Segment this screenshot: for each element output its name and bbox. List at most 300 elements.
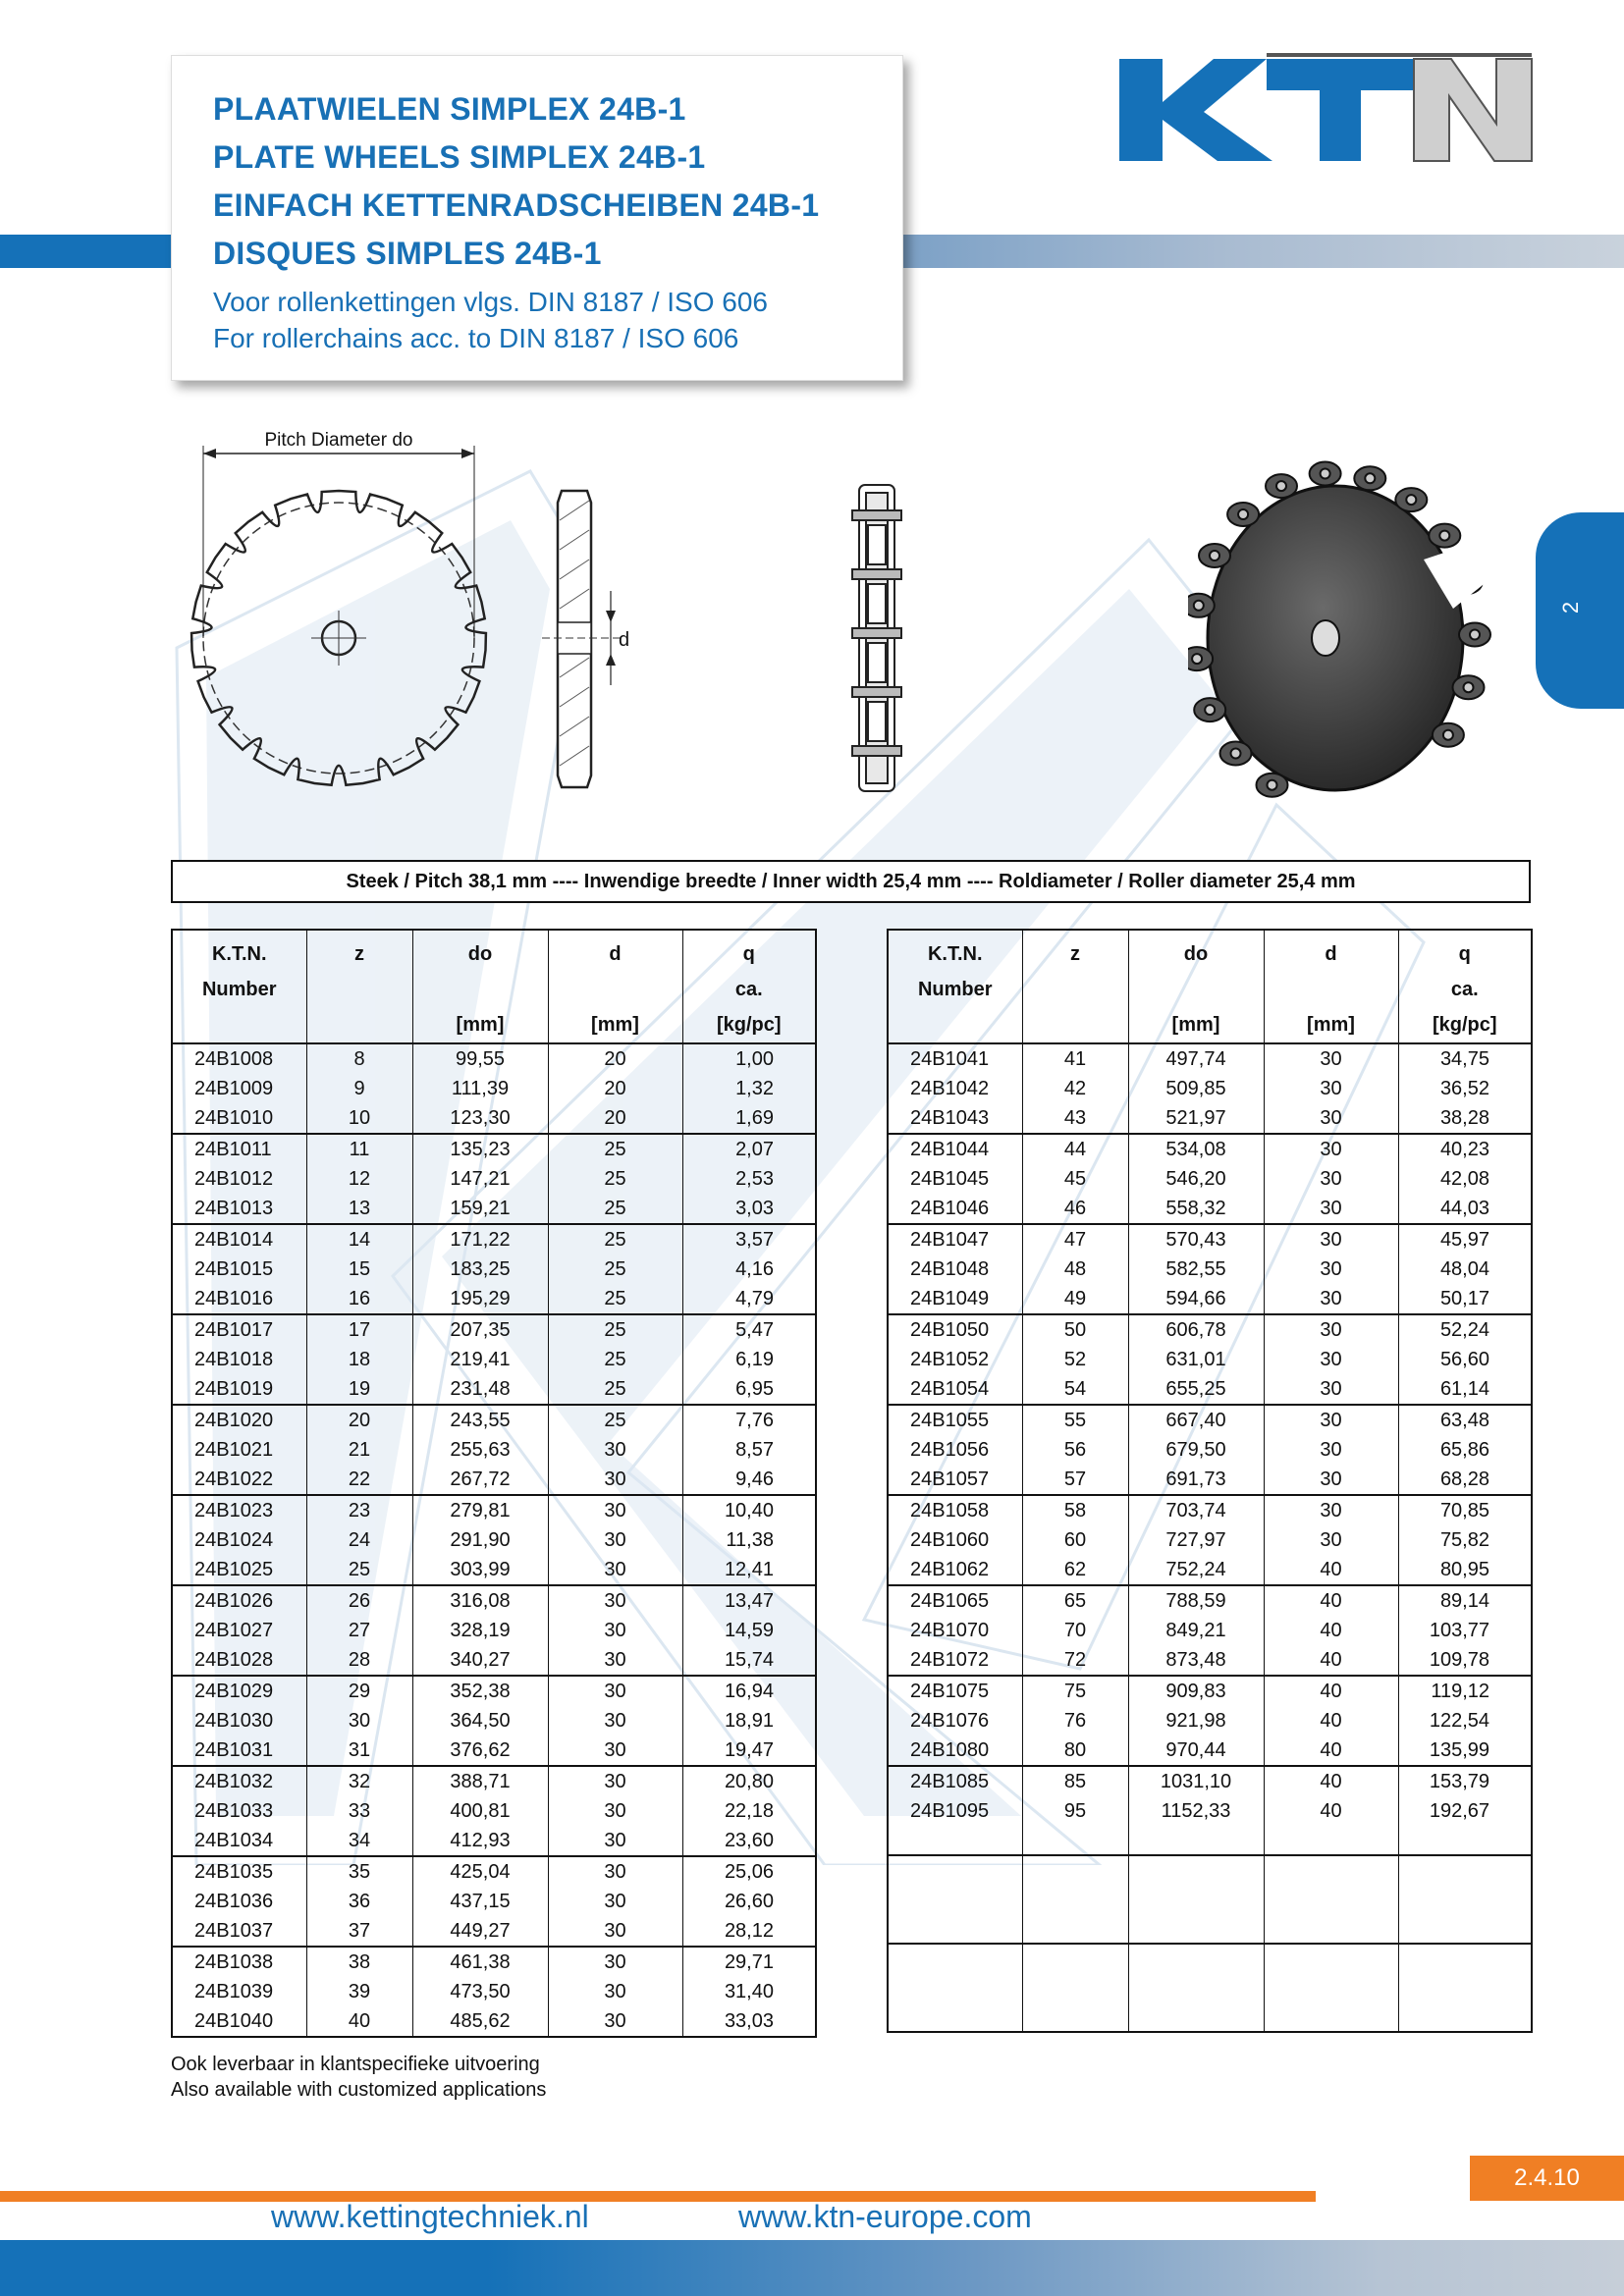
cell-q: 26,60 — [682, 1887, 816, 1916]
cell-do — [1128, 1973, 1264, 2002]
cell-do: 316,08 — [412, 1585, 548, 1616]
cell-d: 30 — [548, 1887, 682, 1916]
header-knt-number: K.T.N. Number — [888, 930, 1022, 1043]
cell-knt-number: 24B1043 — [888, 1103, 1022, 1134]
cell-knt-number: 24B1080 — [888, 1735, 1022, 1766]
cell-z: 62 — [1022, 1555, 1128, 1585]
cell-knt-number: 24B1070 — [888, 1616, 1022, 1645]
cell-q — [1398, 2002, 1532, 2032]
cell-q: 31,40 — [682, 1977, 816, 2006]
table-row — [888, 1405, 1532, 1435]
cell-d: 30 — [1264, 1435, 1398, 1465]
cell-q: 3,57 — [682, 1224, 816, 1255]
cell-do: 135,23 — [412, 1134, 548, 1164]
cell-q: 1,69 — [682, 1103, 816, 1134]
cell-d — [1264, 1826, 1398, 1855]
cell-d: 30 — [548, 1465, 682, 1495]
cell-d: 30 — [1264, 1345, 1398, 1374]
cell-d: 40 — [1264, 1616, 1398, 1645]
cell-knt-number: 24B1048 — [888, 1255, 1022, 1284]
cell-q: 68,28 — [1398, 1465, 1532, 1495]
cell-d: 30 — [1264, 1043, 1398, 1074]
cell-d: 30 — [1264, 1465, 1398, 1495]
table-row — [172, 1194, 816, 1224]
cell-q: 80,95 — [1398, 1555, 1532, 1585]
table-row — [172, 1676, 816, 1706]
cell-do: 437,15 — [412, 1887, 548, 1916]
table-row — [172, 1856, 816, 1887]
cell-knt-number: 24B1025 — [172, 1555, 306, 1585]
cell-q: 7,76 — [682, 1405, 816, 1435]
cell-q: 33,03 — [682, 2006, 816, 2037]
cell-do: 267,72 — [412, 1465, 548, 1495]
cell-do: 255,63 — [412, 1435, 548, 1465]
cell-d: 40 — [1264, 1766, 1398, 1796]
cell-do: 606,78 — [1128, 1314, 1264, 1345]
cell-q: 50,17 — [1398, 1284, 1532, 1314]
table-row — [172, 1374, 816, 1405]
title-box — [171, 55, 903, 381]
cell-do: 159,21 — [412, 1194, 548, 1224]
cell-q: 48,04 — [1398, 1255, 1532, 1284]
cell-q: 63,48 — [1398, 1405, 1532, 1435]
cell-q: 19,47 — [682, 1735, 816, 1766]
cell-z: 45 — [1022, 1164, 1128, 1194]
cell-d: 30 — [1264, 1495, 1398, 1525]
cell-do: 231,48 — [412, 1374, 548, 1405]
cell-d: 40 — [1264, 1735, 1398, 1766]
cell-d: 30 — [1264, 1103, 1398, 1134]
cell-q: 34,75 — [1398, 1043, 1532, 1074]
cell-z: 16 — [306, 1284, 412, 1314]
table-row — [172, 1766, 816, 1796]
cell-q: 45,97 — [1398, 1224, 1532, 1255]
footnote — [171, 2052, 546, 2103]
table-row — [888, 1645, 1532, 1676]
cell-do: 655,25 — [1128, 1374, 1264, 1405]
table-row — [888, 1374, 1532, 1405]
parts-table-left — [171, 929, 817, 2038]
cell-d: 30 — [548, 1977, 682, 2006]
cell-d: 30 — [548, 1735, 682, 1766]
cell-d: 30 — [1264, 1255, 1398, 1284]
cell-z: 14 — [306, 1224, 412, 1255]
cell-do: 788,59 — [1128, 1585, 1264, 1616]
cell-q — [1398, 1826, 1532, 1855]
table-row — [888, 1164, 1532, 1194]
cell-knt-number: 24B1032 — [172, 1766, 306, 1796]
bore-label: d — [619, 629, 630, 651]
cell-q: 4,79 — [682, 1284, 816, 1314]
cell-d: 25 — [548, 1194, 682, 1224]
cell-do: 485,62 — [412, 2006, 548, 2037]
cell-q: 29,71 — [682, 1947, 816, 1977]
table-row — [888, 1043, 1532, 1074]
cell-d: 25 — [548, 1224, 682, 1255]
cell-knt-number: 24B1014 — [172, 1224, 306, 1255]
cell-q: 122,54 — [1398, 1706, 1532, 1735]
table-row — [172, 1947, 816, 1977]
cell-q: 109,78 — [1398, 1645, 1532, 1676]
section-tab-label: 2 — [1558, 601, 1583, 614]
parts-table-right — [887, 929, 1533, 2033]
cell-d: 25 — [548, 1405, 682, 1435]
cell-knt-number: 24B1019 — [172, 1374, 306, 1405]
cell-do: 388,71 — [412, 1766, 548, 1796]
cell-q: 40,23 — [1398, 1134, 1532, 1164]
cell-z — [1022, 1973, 1128, 2002]
cell-knt-number: 24B1008 — [172, 1043, 306, 1074]
cell-d: 40 — [1264, 1706, 1398, 1735]
table-row — [172, 1405, 816, 1435]
cell-z: 70 — [1022, 1616, 1128, 1645]
cell-d: 40 — [1264, 1645, 1398, 1676]
cell-q: 75,82 — [1398, 1525, 1532, 1555]
cell-knt-number: 24B1020 — [172, 1405, 306, 1435]
table-row — [888, 1495, 1532, 1525]
cell-z: 41 — [1022, 1043, 1128, 1074]
table-row — [172, 1345, 816, 1374]
cell-knt-number: 24B1016 — [172, 1284, 306, 1314]
cell-knt-number: 24B1040 — [172, 2006, 306, 2037]
cell-knt-number: 24B1010 — [172, 1103, 306, 1134]
cell-d: 30 — [1264, 1405, 1398, 1435]
cell-q: 25,06 — [682, 1856, 816, 1887]
table-row — [888, 1914, 1532, 1944]
cell-d: 30 — [548, 1616, 682, 1645]
cell-d — [1264, 1855, 1398, 1885]
cell-z: 47 — [1022, 1224, 1128, 1255]
cell-do: 1152,33 — [1128, 1796, 1264, 1826]
table-row — [888, 1616, 1532, 1645]
cell-q: 192,67 — [1398, 1796, 1532, 1826]
cell-do: 147,21 — [412, 1164, 548, 1194]
cell-do: 376,62 — [412, 1735, 548, 1766]
cell-knt-number: 24B1049 — [888, 1284, 1022, 1314]
cell-z — [1022, 1855, 1128, 1885]
footnote-en: Also available with customized applications — [171, 2079, 547, 2101]
cell-do: 558,32 — [1128, 1194, 1264, 1224]
cell-knt-number: 24B1022 — [172, 1465, 306, 1495]
cell-do: 183,25 — [412, 1255, 548, 1284]
cell-knt-number: 24B1058 — [888, 1495, 1022, 1525]
cell-do: 99,55 — [412, 1043, 548, 1074]
title-de: EINFACH KETTENRADSCHEIBEN 24B-1 — [213, 187, 820, 223]
table-row — [888, 1284, 1532, 1314]
cell-z — [1022, 1885, 1128, 1914]
subtitle-en: For rollerchains acc. to DIN 8187 / ISO 606 — [213, 323, 739, 353]
cell-d: 30 — [548, 1916, 682, 1947]
cell-d: 30 — [1264, 1374, 1398, 1405]
cell-z: 34 — [306, 1826, 412, 1856]
cell-q: 16,94 — [682, 1676, 816, 1706]
cell-do: 849,21 — [1128, 1616, 1264, 1645]
cell-z: 26 — [306, 1585, 412, 1616]
cell-knt-number: 24B1095 — [888, 1796, 1022, 1826]
cell-knt-number: 24B1030 — [172, 1706, 306, 1735]
title-en: PLATE WHEELS SIMPLEX 24B-1 — [213, 139, 706, 175]
cell-do: 111,39 — [412, 1074, 548, 1103]
cell-q: 36,52 — [1398, 1074, 1532, 1103]
cell-z: 25 — [306, 1555, 412, 1585]
cell-do: 279,81 — [412, 1495, 548, 1525]
cell-d: 25 — [548, 1164, 682, 1194]
cell-knt-number: 24B1055 — [888, 1405, 1022, 1435]
cell-knt-number: 24B1065 — [888, 1585, 1022, 1616]
chain-side-view — [852, 485, 901, 791]
cell-q: 89,14 — [1398, 1585, 1532, 1616]
cell-knt-number: 24B1046 — [888, 1194, 1022, 1224]
cell-do: 582,55 — [1128, 1255, 1264, 1284]
cell-do: 328,19 — [412, 1616, 548, 1645]
cell-z: 36 — [306, 1887, 412, 1916]
pitch-diameter-label: Pitch Diameter do — [264, 430, 413, 451]
cell-knt-number: 24B1029 — [172, 1676, 306, 1706]
cell-do — [1128, 2002, 1264, 2032]
cell-knt-number: 24B1039 — [172, 1977, 306, 2006]
cell-knt-number: 24B1054 — [888, 1374, 1022, 1405]
cell-z: 11 — [306, 1134, 412, 1164]
cell-z: 54 — [1022, 1374, 1128, 1405]
cell-q: 52,24 — [1398, 1314, 1532, 1345]
table-row — [888, 1585, 1532, 1616]
cell-q — [1398, 1855, 1532, 1885]
cell-q: 2,53 — [682, 1164, 816, 1194]
cell-q: 18,91 — [682, 1706, 816, 1735]
footnote-nl: Ook leverbaar in klantspecifieke uitvoering — [171, 2054, 540, 2075]
cell-q: 6,19 — [682, 1345, 816, 1374]
table-row — [172, 1555, 816, 1585]
cell-d: 25 — [548, 1314, 682, 1345]
cell-knt-number: 24B1044 — [888, 1134, 1022, 1164]
cell-knt-number: 24B1072 — [888, 1645, 1022, 1676]
cell-q: 70,85 — [1398, 1495, 1532, 1525]
table-row — [172, 1255, 816, 1284]
table-row — [172, 1645, 816, 1676]
cell-q: 3,03 — [682, 1194, 816, 1224]
website-link-europe[interactable]: www.ktn-europe.com — [738, 2199, 1032, 2234]
cell-knt-number: 24B1076 — [888, 1706, 1022, 1735]
cell-knt-number — [888, 1944, 1022, 1973]
page-number: 2.4.10 — [1470, 2156, 1624, 2201]
cell-d: 30 — [1264, 1224, 1398, 1255]
cell-d: 30 — [1264, 1284, 1398, 1314]
cell-q: 13,47 — [682, 1585, 816, 1616]
cell-knt-number: 24B1015 — [172, 1255, 306, 1284]
cell-do: 679,50 — [1128, 1435, 1264, 1465]
table-row — [172, 1525, 816, 1555]
cell-z: 15 — [306, 1255, 412, 1284]
cell-d: 25 — [548, 1374, 682, 1405]
cell-d: 25 — [548, 1134, 682, 1164]
cell-do: 667,40 — [1128, 1405, 1264, 1435]
table-row — [888, 1224, 1532, 1255]
title-nl: PLAATWIELEN SIMPLEX 24B-1 — [213, 91, 686, 127]
cell-z: 13 — [306, 1194, 412, 1224]
cell-do: 400,81 — [412, 1796, 548, 1826]
cell-z: 49 — [1022, 1284, 1128, 1314]
cell-do: 449,27 — [412, 1916, 548, 1947]
table-row — [172, 1977, 816, 2006]
cell-z: 56 — [1022, 1435, 1128, 1465]
cell-z: 9 — [306, 1074, 412, 1103]
cell-z: 31 — [306, 1735, 412, 1766]
cell-q: 42,08 — [1398, 1164, 1532, 1194]
cell-knt-number — [888, 2002, 1022, 2032]
table-row — [172, 1706, 816, 1735]
cell-knt-number: 24B1056 — [888, 1435, 1022, 1465]
cell-q: 1,32 — [682, 1074, 816, 1103]
cell-knt-number: 24B1057 — [888, 1465, 1022, 1495]
website-link-nl[interactable]: www.kettingtechniek.nl — [271, 2199, 589, 2234]
table-row — [888, 1435, 1532, 1465]
table-row — [888, 1134, 1532, 1164]
cell-q: 10,40 — [682, 1495, 816, 1525]
cell-d: 30 — [548, 2006, 682, 2037]
table-row — [172, 1826, 816, 1856]
cell-z: 43 — [1022, 1103, 1128, 1134]
cell-q: 15,74 — [682, 1645, 816, 1676]
cell-do: 473,50 — [412, 1977, 548, 2006]
table-row — [172, 1585, 816, 1616]
subtitle-nl: Voor rollenkettingen vlgs. DIN 8187 / ISO 606 — [213, 287, 768, 317]
cell-knt-number: 24B1038 — [172, 1947, 306, 1977]
cell-d: 30 — [548, 1435, 682, 1465]
cell-d: 30 — [548, 1495, 682, 1525]
table-row — [172, 1043, 816, 1074]
table-row — [888, 1855, 1532, 1885]
sprocket-with-chain-image — [1188, 452, 1542, 864]
cell-z: 38 — [306, 1947, 412, 1977]
cell-d: 30 — [548, 1676, 682, 1706]
cell-do: 909,83 — [1128, 1676, 1264, 1706]
cell-do: 352,38 — [412, 1676, 548, 1706]
cell-z: 19 — [306, 1374, 412, 1405]
cell-z: 76 — [1022, 1706, 1128, 1735]
cell-d: 20 — [548, 1103, 682, 1134]
cell-do: 340,27 — [412, 1645, 548, 1676]
cell-do: 364,50 — [412, 1706, 548, 1735]
table-row — [888, 1735, 1532, 1766]
cell-q: 20,80 — [682, 1766, 816, 1796]
table-row — [888, 1465, 1532, 1495]
cell-q: 65,86 — [1398, 1435, 1532, 1465]
cell-d: 30 — [548, 1645, 682, 1676]
table-row — [888, 1103, 1532, 1134]
cell-q: 6,95 — [682, 1374, 816, 1405]
table-row — [172, 1887, 816, 1916]
table-row — [888, 1885, 1532, 1914]
table-row — [888, 1525, 1532, 1555]
cell-knt-number: 24B1034 — [172, 1826, 306, 1856]
cell-q: 9,46 — [682, 1465, 816, 1495]
cell-knt-number: 24B1033 — [172, 1796, 306, 1826]
sprocket-front-view — [191, 491, 486, 785]
cell-do: 594,66 — [1128, 1284, 1264, 1314]
cell-q: 56,60 — [1398, 1345, 1532, 1374]
cell-q: 119,12 — [1398, 1676, 1532, 1706]
cell-do: 1031,10 — [1128, 1766, 1264, 1796]
cell-q: 14,59 — [682, 1616, 816, 1645]
cell-knt-number: 24B1031 — [172, 1735, 306, 1766]
table-row — [888, 2002, 1532, 2032]
cell-q — [1398, 1885, 1532, 1914]
cell-knt-number: 24B1037 — [172, 1916, 306, 1947]
cell-do: 412,93 — [412, 1826, 548, 1856]
cell-do — [1128, 1855, 1264, 1885]
cell-do: 873,48 — [1128, 1645, 1264, 1676]
cell-do: 123,30 — [412, 1103, 548, 1134]
cell-z: 95 — [1022, 1796, 1128, 1826]
cell-z: 8 — [306, 1043, 412, 1074]
cell-q: 61,14 — [1398, 1374, 1532, 1405]
cell-knt-number: 24B1012 — [172, 1164, 306, 1194]
cell-knt-number: 24B1085 — [888, 1766, 1022, 1796]
cell-knt-number — [888, 1855, 1022, 1885]
cell-q: 153,79 — [1398, 1766, 1532, 1796]
cell-do: 703,74 — [1128, 1495, 1264, 1525]
cell-d: 30 — [1264, 1525, 1398, 1555]
cell-knt-number: 24B1075 — [888, 1676, 1022, 1706]
table-row — [888, 1555, 1532, 1585]
cell-do: 461,38 — [412, 1947, 548, 1977]
cell-z: 85 — [1022, 1766, 1128, 1796]
cell-knt-number: 24B1052 — [888, 1345, 1022, 1374]
header-q: q ca. [kg/pc] — [1398, 930, 1532, 1043]
cell-knt-number: 24B1013 — [172, 1194, 306, 1224]
cell-z — [1022, 1826, 1128, 1855]
cell-d — [1264, 1973, 1398, 2002]
cell-do: 752,24 — [1128, 1555, 1264, 1585]
cell-z: 21 — [306, 1435, 412, 1465]
cell-do: 534,08 — [1128, 1134, 1264, 1164]
cell-z: 46 — [1022, 1194, 1128, 1224]
cell-do: 570,43 — [1128, 1224, 1264, 1255]
cell-z: 72 — [1022, 1645, 1128, 1676]
cell-do: 727,97 — [1128, 1525, 1264, 1555]
cell-z: 55 — [1022, 1405, 1128, 1435]
cell-d: 40 — [1264, 1585, 1398, 1616]
cell-z: 20 — [306, 1405, 412, 1435]
cell-z: 18 — [306, 1345, 412, 1374]
cell-d: 25 — [548, 1255, 682, 1284]
cell-d: 30 — [548, 1826, 682, 1856]
footer-band — [0, 2240, 1624, 2296]
cell-z: 23 — [306, 1495, 412, 1525]
cell-d — [1264, 1914, 1398, 1944]
cell-z: 52 — [1022, 1345, 1128, 1374]
cell-do: 497,74 — [1128, 1043, 1264, 1074]
cell-do: 546,20 — [1128, 1164, 1264, 1194]
cell-knt-number: 24B1024 — [172, 1525, 306, 1555]
cell-q: 44,03 — [1398, 1194, 1532, 1224]
cell-do — [1128, 1826, 1264, 1855]
cell-knt-number: 24B1036 — [172, 1887, 306, 1916]
cell-knt-number: 24B1011 — [172, 1134, 306, 1164]
cell-d: 30 — [548, 1947, 682, 1977]
cell-d: 40 — [1264, 1676, 1398, 1706]
cell-z: 37 — [306, 1916, 412, 1947]
cell-knt-number: 24B1009 — [172, 1074, 306, 1103]
table-row — [172, 1164, 816, 1194]
cell-d: 30 — [548, 1706, 682, 1735]
cell-d: 30 — [1264, 1194, 1398, 1224]
cell-z: 57 — [1022, 1465, 1128, 1495]
cell-q: 22,18 — [682, 1796, 816, 1826]
cell-knt-number: 24B1062 — [888, 1555, 1022, 1585]
cell-d: 40 — [1264, 1796, 1398, 1826]
cell-z: 27 — [306, 1616, 412, 1645]
